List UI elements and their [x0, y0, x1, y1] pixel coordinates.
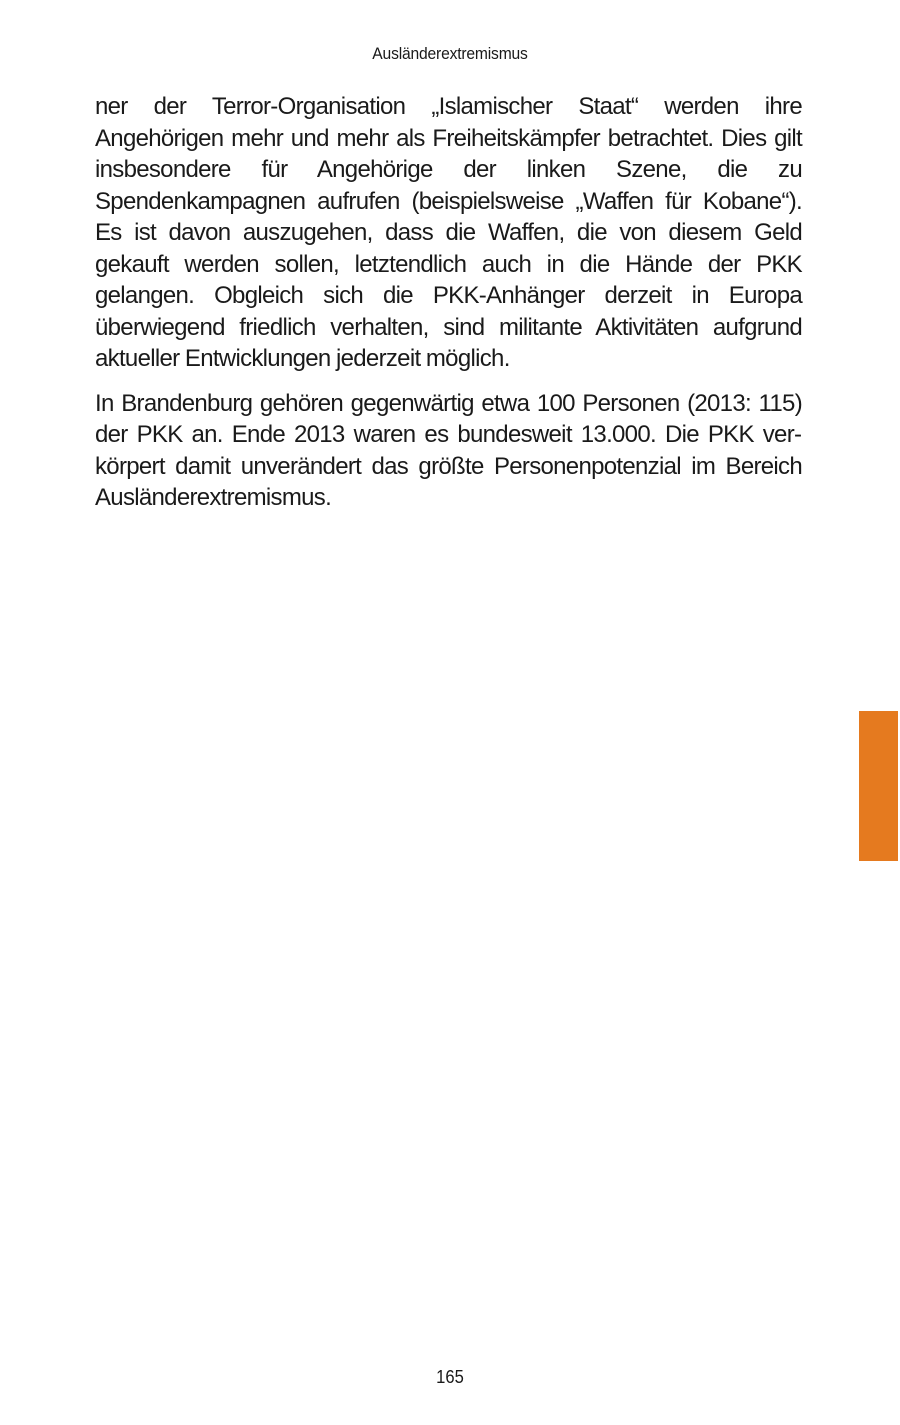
paragraph-2: In Brandenburg gehören gegenwärtig etwa 100 Personen (2013: 115) der PKK an. Ende 2013 waren es bundesweit 13.000. Die PKK verkörpert damit unverändert das größte Personenpotenzial im Bereich Ausländerextremismus.: [95, 389, 802, 511]
section-thumb-tab: [859, 711, 898, 861]
running-header: Ausländerextremismus: [372, 44, 528, 63]
paragraph-1: ner der Terror-Organisation „Islamischer Staat“ werden ihre Angehörigen mehr und mehr als Freiheitskämpfer betrachtet. Dies gilt insbesondere für Angehörige der linken Szene, die zu Spendenkampagnen aufrufen (beispielsweise „Waffen für Kobane“). Es ist davon auszugehen, dass die Waffen, die von diesem Geld gekauft werden sollen, letztendlich auch in die Hände der PKK gelangen. Obgleich sich die PKK-Anhänger derzeit in Europa überwiegend friedlich verhalten, sind militante Aktivitäten aufgrund aktueller Entwicklungen jederzeit möglich.: [95, 93, 802, 372]
body-text: [95, 91, 802, 514]
page-number: 165: [436, 1367, 464, 1387]
